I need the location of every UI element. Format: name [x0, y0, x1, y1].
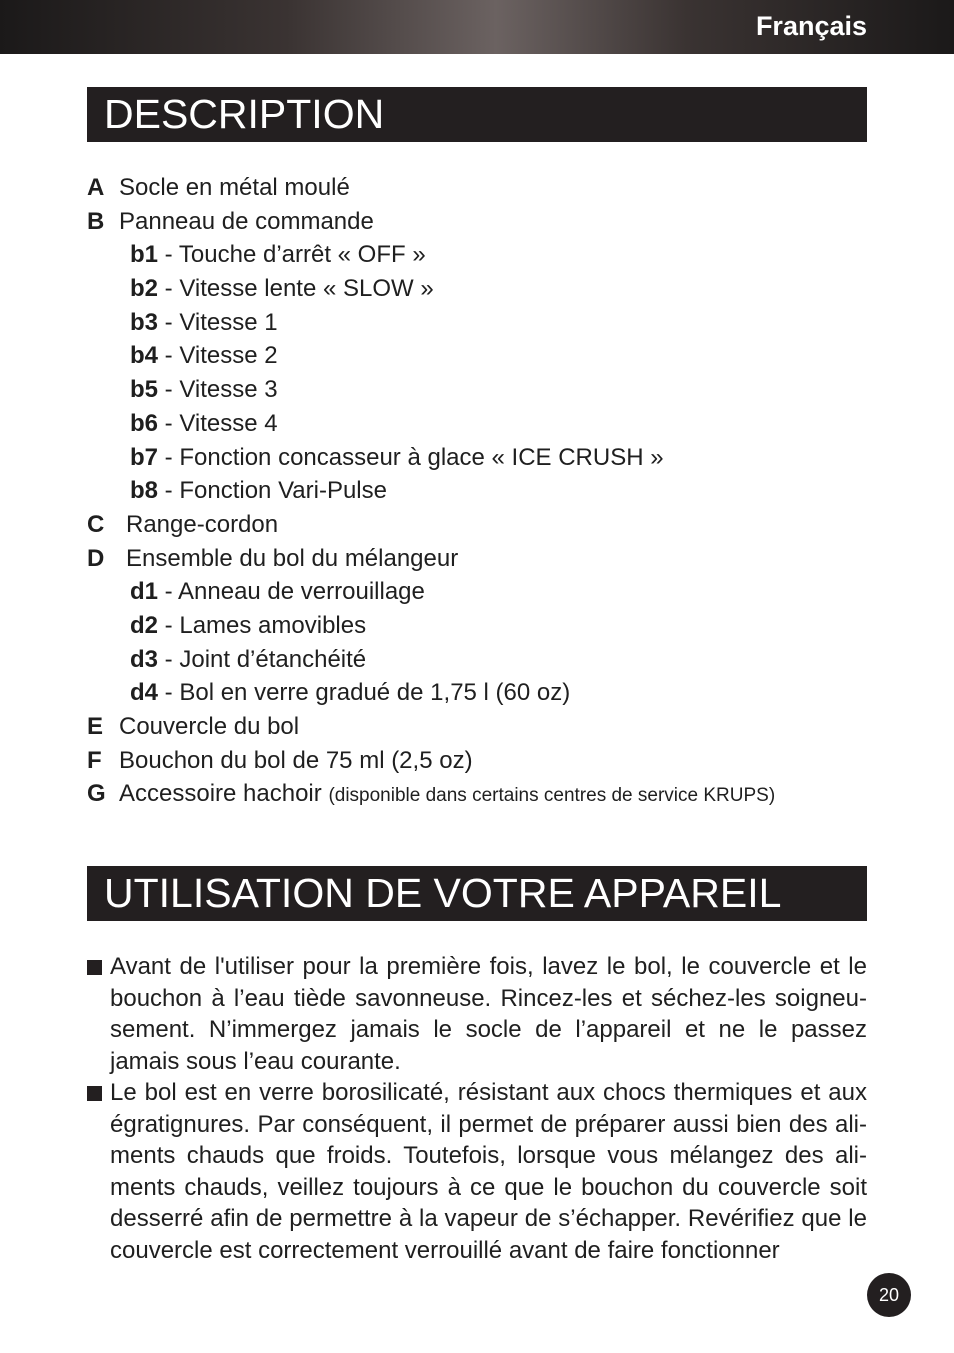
list-item	[87, 171, 887, 205]
list-item	[87, 272, 887, 306]
header-bar	[0, 0, 954, 54]
square-bullet-icon	[87, 1086, 102, 1101]
item-key: D	[87, 544, 105, 572]
item-key: b5	[130, 376, 159, 404]
description-title: DESCRIPTION	[104, 91, 385, 137]
item-text: Ensemble du bol du mélangeur	[126, 544, 459, 572]
usage-title: UTILISATION DE VOTRE APPAREIL	[104, 870, 782, 916]
item-key: B	[87, 207, 105, 235]
square-bullet-icon	[87, 960, 102, 975]
item-key: A	[87, 174, 105, 201]
item-text: Range-cordon	[126, 510, 279, 538]
item-text: - Vitesse 1	[158, 308, 278, 336]
item-text: - Vitesse 2	[158, 342, 278, 370]
list-item	[87, 474, 887, 508]
bullet-paragraph	[87, 1077, 867, 1266]
item-text: Bouchon du bol de 75 ml (2,5 oz)	[119, 746, 473, 774]
list-item	[87, 306, 887, 340]
item-text: - Vitesse 3	[158, 376, 278, 404]
item-key: d4	[130, 679, 159, 707]
list-item	[87, 542, 887, 576]
list-item	[87, 676, 887, 710]
list-item	[87, 710, 887, 744]
list-item	[87, 205, 887, 239]
item-key: G	[87, 780, 106, 808]
usage-instructions	[87, 951, 867, 1266]
item-text: - Vitesse lente « SLOW »	[158, 275, 434, 303]
item-text: - Fonction Vari-Pulse	[158, 477, 387, 505]
item-key: d3	[130, 645, 159, 673]
list-item	[87, 508, 887, 542]
item-key: C	[87, 510, 105, 538]
item-key: b2	[130, 275, 159, 303]
item-note: (disponible dans certains centres de service KRUPS)	[328, 785, 776, 807]
item-text: Panneau de commande	[119, 207, 374, 235]
list-item	[87, 339, 887, 373]
list-item	[87, 575, 887, 609]
item-key: E	[87, 713, 104, 740]
item-key: b1	[130, 241, 159, 269]
item-text: - Bol en verre gradué de 1,75 l (60 oz)	[158, 679, 571, 707]
usage-heading	[87, 866, 867, 921]
item-text: - Lames amovibles	[158, 611, 367, 639]
item-text: Accessoire hachoir	[119, 780, 329, 808]
item-text: Couvercle du bol	[119, 713, 300, 740]
item-key: d2	[130, 611, 159, 639]
list-item	[87, 441, 887, 475]
item-key: b4	[130, 342, 159, 370]
bullet-text: Le bol est en verre borosilicaté, résistant aux chocs thermiques et aux égratignures. Par conséquent, il permet de préparer aussi bien des aliments chauds que froids. Toutefois, lorsque vous mélangez des aliments chauds, veillez toujours à ce que le bouchon du couvercle soit desserré afin de permettre à la vapeur de s’échapper. Revérifiez que le couvercle est correctement verrouillé avant de faire fonctionner	[110, 1079, 867, 1264]
item-key: d1	[130, 578, 159, 606]
page-number: 20	[867, 1273, 911, 1317]
item-key: b3	[130, 308, 159, 336]
list-item	[87, 609, 887, 643]
description-heading	[87, 87, 867, 142]
item-text: - Touche d’arrêt « OFF »	[158, 241, 426, 269]
item-text: Socle en métal moulé	[119, 174, 350, 201]
language-label: Français	[755, 11, 867, 41]
item-key: b7	[130, 443, 159, 471]
list-item	[87, 777, 887, 811]
list-item	[87, 643, 887, 677]
list-item	[87, 238, 887, 272]
list-item	[87, 744, 887, 778]
item-key: F	[87, 746, 102, 774]
bullet-text: Avant de l'utiliser pour la première fois, lavez le bol, le couvercle et le bouchon à l’eau tiède savonneuse. Rincez-les et séchez-les soigneusement. N’immergez jamais le socle de l’appareil et ne le passez jamais sous l’eau courante.	[110, 953, 867, 1075]
list-item	[87, 373, 887, 407]
item-text: - Vitesse 4	[158, 409, 278, 437]
bullet-paragraph	[87, 951, 867, 1077]
parts-list	[87, 171, 887, 811]
item-text: - Anneau de verrouillage	[158, 578, 425, 606]
item-key: b8	[130, 477, 159, 505]
list-item	[87, 407, 887, 441]
item-text: - Fonction concasseur à glace « ICE CRUSH »	[158, 443, 664, 471]
item-text: - Joint d’étanchéité	[158, 645, 367, 673]
item-key: b6	[130, 409, 159, 437]
